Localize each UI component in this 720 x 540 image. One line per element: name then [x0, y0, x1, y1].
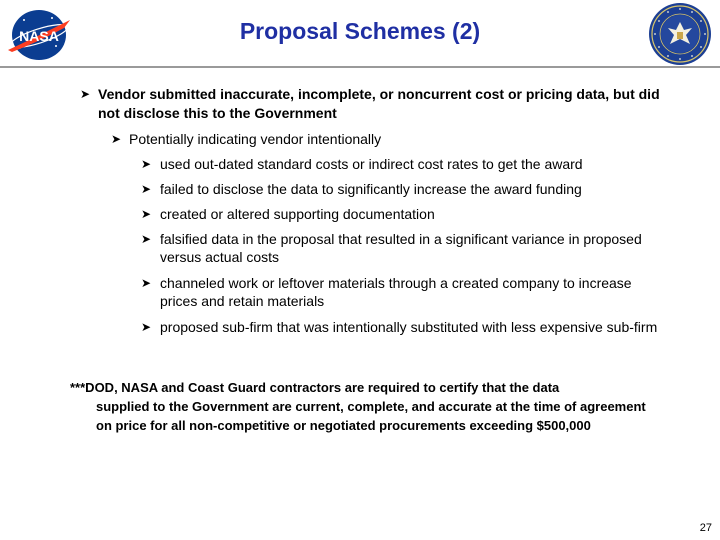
arrow-bullet-icon: ➤ — [80, 87, 91, 101]
title-divider — [0, 66, 720, 68]
arrow-bullet-icon: ➤ — [141, 157, 152, 171]
arrow-bullet-icon: ➤ — [111, 132, 122, 146]
page-number: 27 — [699, 522, 712, 534]
arrow-bullet-icon: ➤ — [141, 320, 152, 334]
list-item: ➤ failed to disclose the data to significantly increase the award funding — [141, 181, 582, 197]
list-item: ➤ proposed sub-firm that was intentionally substituted with less expensive sub-firm — [141, 319, 658, 335]
bullet-sub — [111, 130, 671, 149]
note-line-1: ***DOD, NASA and Coast Guard contractors are required to certify that the data — [70, 380, 560, 395]
arrow-bullet-icon: ➤ — [141, 232, 152, 246]
list-item: ➤ created or altered supporting documentation — [141, 206, 435, 222]
arrow-bullet-icon: ➤ — [141, 276, 152, 290]
list-item: ➤ falsified data in the proposal that resulted in a significant variance in proposed versus actual costs — [141, 231, 642, 265]
bullet-main — [80, 85, 670, 123]
arrow-bullet-icon: ➤ — [141, 182, 152, 196]
note-continuation: supplied to the Government are current, complete, and accurate at the time of agreement on price for all non-competitive or negotiated procurements exceeding $500,000 — [96, 399, 646, 433]
arrow-bullet-icon: ➤ — [141, 207, 152, 221]
oig-seal-icon — [648, 2, 712, 66]
bullet-sub-text: Potentially indicating vendor intentionally — [129, 131, 382, 147]
list-item: ➤ channeled work or leftover materials through a created company to increase prices and retain materials — [141, 275, 632, 309]
nasa-logo-text: NASA — [19, 28, 59, 44]
slide-title: Proposal Schemes (2) — [239, 18, 481, 44]
bullet-main-text: Vendor submitted inaccurate, incomplete, or noncurrent cost or pricing data, but did not disclose this to the Government — [98, 86, 660, 121]
certification-note — [70, 378, 650, 435]
list-item: ➤ used out-dated standard costs or indirect cost rates to get the award — [141, 156, 583, 172]
